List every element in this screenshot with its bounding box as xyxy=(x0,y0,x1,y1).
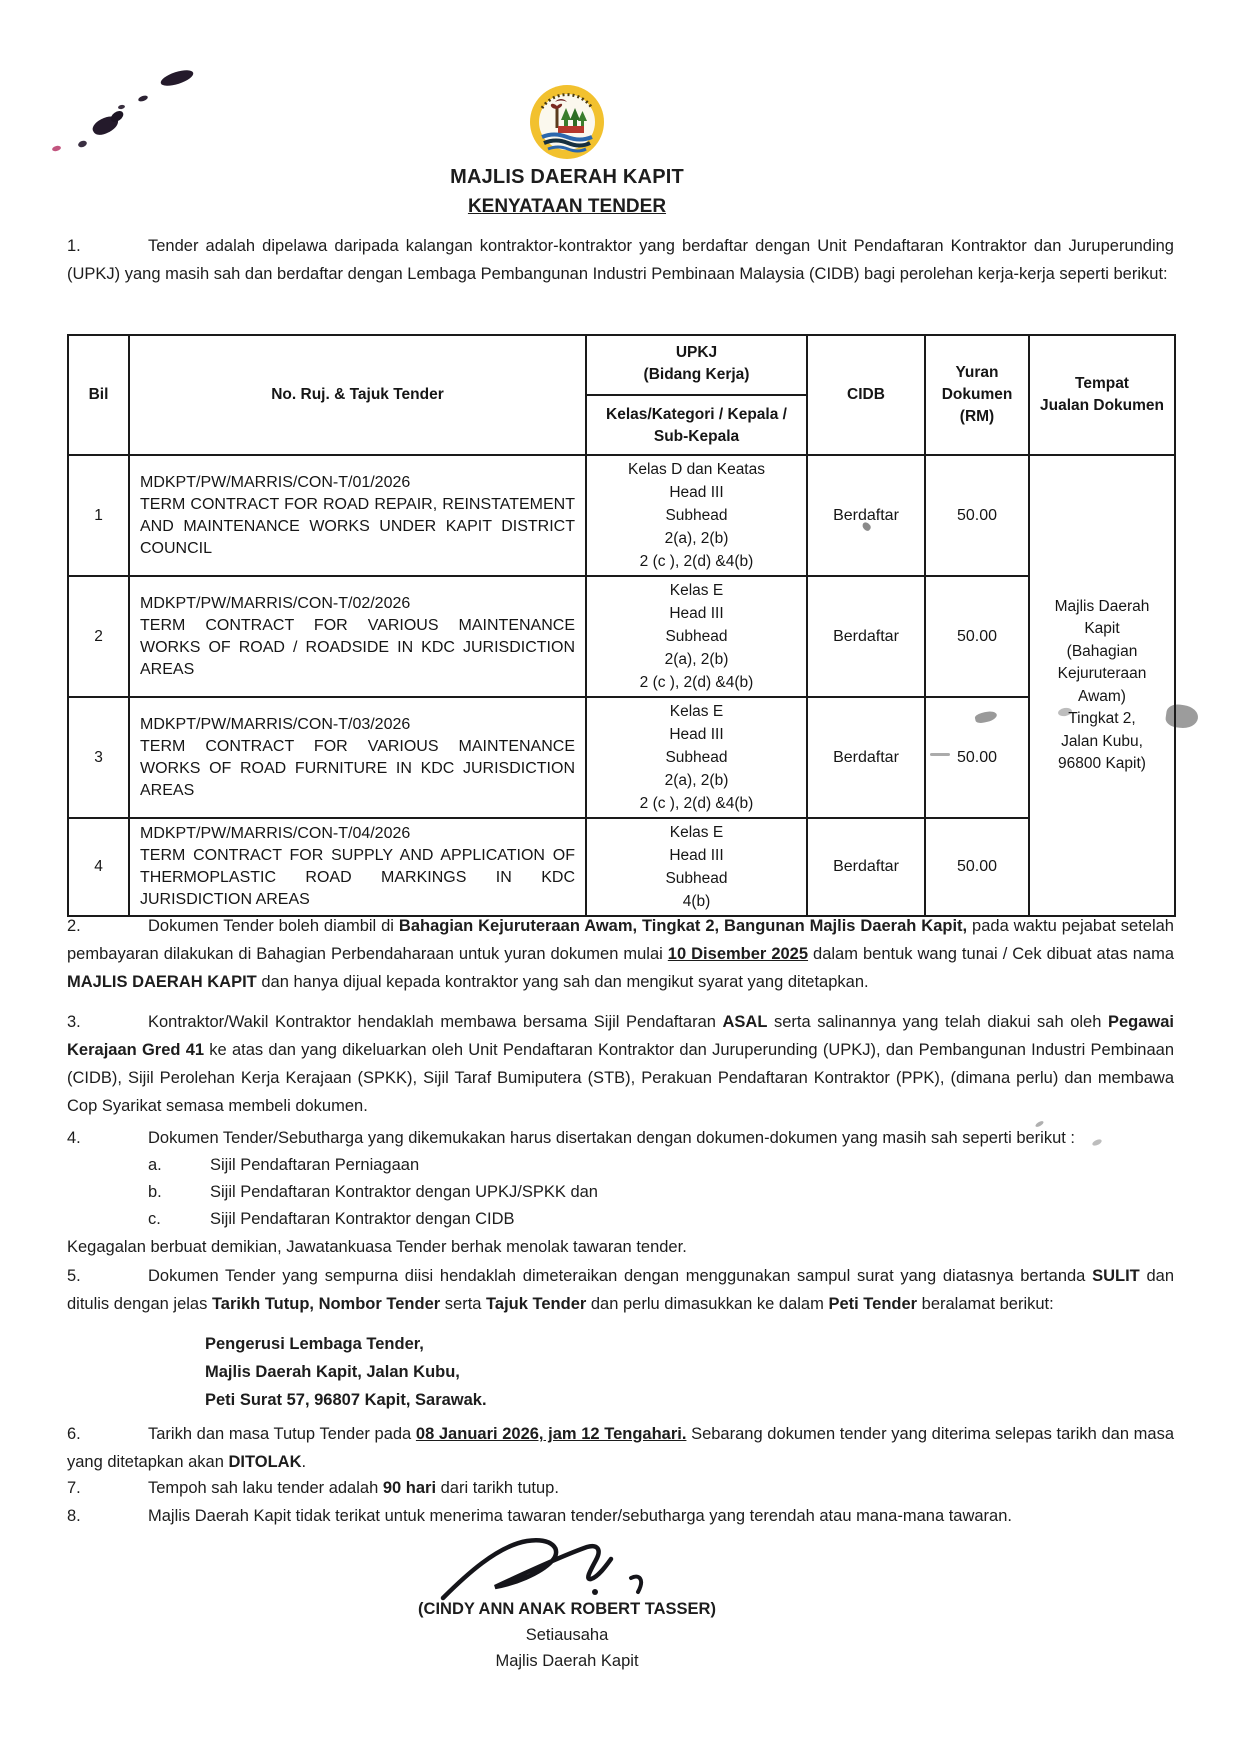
paragraph-4 xyxy=(67,1124,1174,1261)
list-text: Sijil Pendaftaran Kontraktor dengan CIDB xyxy=(210,1210,515,1228)
upkj-header-sub: Kelas/Kategori / Kepala / Sub-Kepala xyxy=(606,406,787,445)
paragraph-5 xyxy=(67,1262,1174,1318)
paragraph-text: Tarikh dan masa Tutup Tender pada 08 Januari 2026, jam 12 Tengahari. Sebarang dokumen tender yang diterima selepas tarikh dan masa yang ditetapkan akan DITOLAK. xyxy=(67,1425,1174,1471)
tender-ref: MDKPT/PW/MARRIS/CON-T/02/2026 xyxy=(140,594,411,612)
paragraph-number: 2. xyxy=(67,917,81,935)
paragraph-1 xyxy=(67,232,1174,288)
list-item xyxy=(148,1206,1174,1233)
ref-title-cell xyxy=(129,576,586,697)
paragraph-number: 5. xyxy=(67,1267,81,1285)
col-header-fee: Yuran Dokumen (RM) xyxy=(925,335,1029,455)
col-header-venue: Tempat Jualan Dokumen xyxy=(1029,335,1175,455)
tender-box-address: Pengerusi Lembaga Tender, Majlis Daerah Kapit, Jalan Kubu, Peti Surat 57, 96807 Kapit, Sarawak. xyxy=(205,1335,487,1409)
upkj-cell: Kelas E Head III Subhead 2(a), 2(b) 2 (c ), 2(d) &4(b) xyxy=(586,697,807,818)
tender-title: TERM CONTRACT FOR VARIOUS MAINTENANCE WORKS OF ROAD / ROADSIDE IN KDC JURISDICTION AREAS xyxy=(140,616,575,678)
bil-cell: 1 xyxy=(68,455,129,576)
signatory-name: (CINDY ANN ANAK ROBERT TASSER) xyxy=(418,1600,716,1618)
venue-cell: Majlis Daerah Kapit (Bahagian Kejuruteraan Awam) Tingkat 2, Jalan Kubu, 96800 Kapit) xyxy=(1029,455,1175,916)
cidb-cell: Berdaftar xyxy=(807,818,925,916)
col-header-ref: No. Ruj. & Tajuk Tender xyxy=(129,335,586,455)
org-title: MAJLIS DAERAH KAPIT xyxy=(450,166,684,188)
tender-ref: MDKPT/PW/MARRIS/CON-T/01/2026 xyxy=(140,473,411,491)
list-text: Sijil Pendaftaran Perniagaan xyxy=(210,1156,420,1174)
signatory-role: Setiausaha xyxy=(525,1626,609,1644)
cidb-cell: Berdaftar xyxy=(807,455,925,576)
paragraph-number: 4. xyxy=(67,1129,81,1147)
paragraph-text: Tempoh sah laku tender adalah 90 hari dari tarikh tutup. xyxy=(148,1479,559,1497)
paragraph-number: 7. xyxy=(67,1479,81,1497)
fee-cell: 50.00 xyxy=(925,576,1029,697)
upkj-cell: Kelas E Head III Subhead 4(b) xyxy=(586,818,807,916)
cidb-cell: Berdaftar xyxy=(807,576,925,697)
tender-title: TERM CONTRACT FOR SUPPLY AND APPLICATION OF THERMOPLASTIC ROAD MARKINGS IN KDC JURISDICTION AREAS xyxy=(140,847,575,908)
paragraph-3 xyxy=(67,1008,1174,1120)
tender-title: TERM CONTRACT FOR ROAD REPAIR, REINSTATEMENT AND MAINTENANCE WORKS UNDER KAPIT DISTRICT COUNCIL xyxy=(140,495,575,557)
paragraph-6 xyxy=(67,1420,1174,1476)
paragraph-7 xyxy=(67,1474,1174,1502)
paragraph-number: 6. xyxy=(67,1425,81,1443)
col-header-bil: Bil xyxy=(68,335,129,455)
paragraph-text: Dokumen Tender yang sempurna diisi hendaklah dimeteraikan dengan menggunakan sampul surat yang diatasnya bertanda SULIT dan ditulis dengan jelas Tarikh Tutup, Nombor Tender serta Tajuk Tender dan perlu dimasukkan ke dalam Peti Tender beralamat berikut: xyxy=(67,1267,1174,1313)
paragraph-number: 8. xyxy=(67,1507,81,1525)
list-item xyxy=(148,1179,1174,1206)
col-header-upkj xyxy=(586,335,807,455)
bil-cell: 4 xyxy=(68,818,129,916)
tender-ref: MDKPT/PW/MARRIS/CON-T/03/2026 xyxy=(140,715,411,733)
paragraph-4-footer: Kegagalan berbuat demikian, Jawatankuasa Tender berhak menolak tawaran tender. xyxy=(67,1238,687,1256)
bil-cell: 3 xyxy=(68,697,129,818)
col-header-cidb: CIDB xyxy=(807,335,925,455)
table-row xyxy=(68,818,1175,916)
ref-title-cell xyxy=(129,455,586,576)
fee-cell: 50.00 xyxy=(925,818,1029,916)
upkj-cell: Kelas E Head III Subhead 2(a), 2(b) 2 (c ), 2(d) &4(b) xyxy=(586,576,807,697)
paragraph-text: Kontraktor/Wakil Kontraktor hendaklah membawa bersama Sijil Pendaftaran ASAL serta salinannya yang telah diakui sah oleh Pegawai Kerajaan Gred 41 ke atas dan yang dikeluarkan oleh Unit Pendaftaran Kontraktor dan Juruperunding (UPKJ), dan Pembangunan Industri Pembinaan (CIDB), Sijil Perolehan Kerja Kerajaan (SPKK), Sijil Taraf Bumiputera (STB), Perakuan Pendaftaran Kontraktor (PPK), (dimana perlu) dan membawa Cop Syarikat semasa membeli dokumen. xyxy=(67,1013,1174,1115)
tender-table xyxy=(67,334,1176,917)
table-row xyxy=(68,697,1175,818)
paragraph-text: Majlis Daerah Kapit tidak terikat untuk menerima tawaran tender/sebutharga yang terendah atau mana-mana tawaran. xyxy=(148,1507,1012,1525)
tender-title: TERM CONTRACT FOR VARIOUS MAINTENANCE WORKS OF ROAD FURNITURE IN KDC JURISDICTION AREAS xyxy=(140,737,575,799)
list-letter: b. xyxy=(148,1183,162,1201)
list-letter: a. xyxy=(148,1156,162,1174)
paragraph-text: Dokumen Tender boleh diambil di Bahagian Kejuruteraan Awam, Tingkat 2, Bangunan Majlis Daerah Kapit, pada waktu pejabat setelah pembayaran dilakukan di Bahagian Perbendaharaan untuk yuran dokumen mulai 10 Disember 2025 dalam bentuk wang tunai / Cek dibuat atas nama MAJLIS DAERAH KAPIT dan hanya dijual kepada kontraktor yang sah dan mengikut syarat yang ditetapkan. xyxy=(67,917,1174,991)
tender-ref: MDKPT/PW/MARRIS/CON-T/04/2026 xyxy=(140,825,411,842)
ref-title-cell xyxy=(129,818,586,916)
document-title: KENYATAAN TENDER xyxy=(467,196,667,217)
table-row xyxy=(68,576,1175,697)
cidb-cell: Berdaftar xyxy=(807,697,925,818)
paragraph-number: 1. xyxy=(67,237,81,255)
logo-container xyxy=(67,82,1067,167)
kapit-council-logo xyxy=(528,82,606,162)
paragraph-text: Dokumen Tender/Sebutharga yang dikemukakan harus disertakan dengan dokumen-dokumen yang masih sah seperti berikut : xyxy=(148,1129,1076,1147)
list-text: Sijil Pendaftaran Kontraktor dengan UPKJ/SPKK dan xyxy=(210,1183,598,1201)
table-row xyxy=(68,455,1175,576)
upkj-cell: Kelas D dan Keatas Head III Subhead 2(a), 2(b) 2 (c ), 2(d) &4(b) xyxy=(586,455,807,576)
ref-title-cell xyxy=(129,697,586,818)
paragraph-8 xyxy=(67,1502,1174,1530)
paragraph-text: Tender adalah dipelawa daripada kalangan kontraktor-kontraktor yang berdaftar dengan Unit Pendaftaran Kontraktor dan Juruperunding (UPKJ) yang masih sah dan berdaftar dengan Lembaga Pembangunan Industri Pembinaan Malaysia (CIDB) bagi perolehan kerja-kerja seperti berikut: xyxy=(67,237,1174,283)
bil-cell: 2 xyxy=(68,576,129,697)
list-item xyxy=(148,1152,1174,1179)
list-letter: c. xyxy=(148,1210,161,1228)
fee-cell: 50.00 xyxy=(925,697,1029,818)
paragraph-2 xyxy=(67,912,1174,996)
paragraph-number: 3. xyxy=(67,1013,81,1031)
fee-cell: 50.00 xyxy=(925,455,1029,576)
upkj-header-top: UPKJ (Bidang Kerja) xyxy=(587,336,806,396)
ink-smudge xyxy=(52,145,62,152)
signatory-org: Majlis Daerah Kapit xyxy=(495,1652,639,1670)
